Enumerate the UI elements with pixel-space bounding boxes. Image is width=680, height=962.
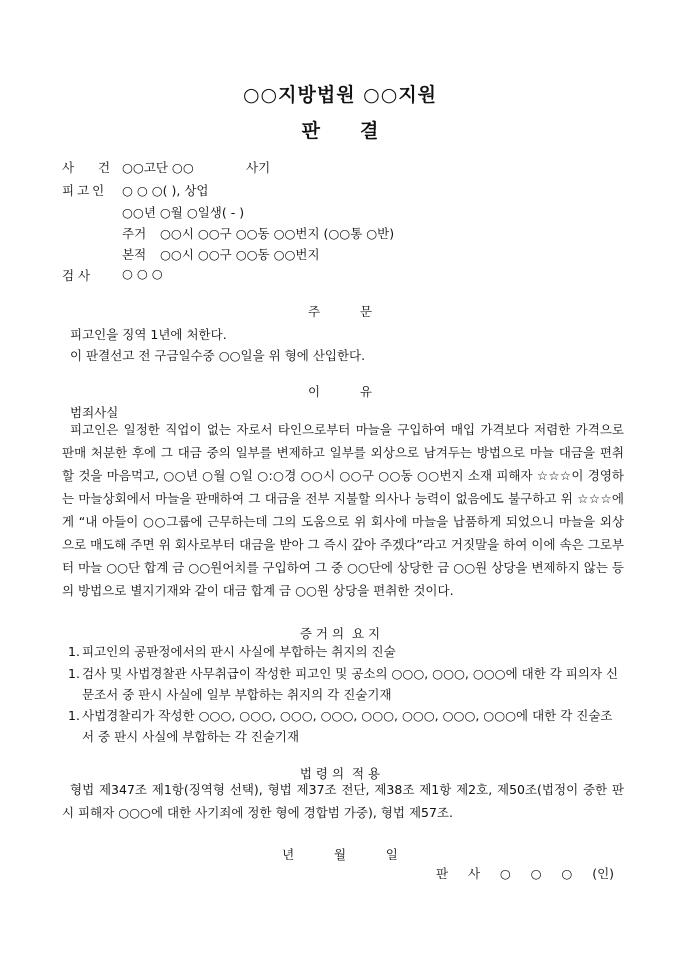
case-name: 사기 [246, 160, 271, 175]
judgment-date: 년 월 일 [282, 847, 398, 862]
defendant-name: ○ ○ ○( ), 상업 [122, 183, 209, 198]
order-line-2: 이 판결선고 전 구금일수중 ○○일을 위 형에 산입한다. [70, 348, 366, 363]
case-label: 사 건 [62, 160, 121, 175]
crime-facts-heading: 범죄사실 [70, 405, 119, 420]
crime-facts-body: 피고인은 일정한 직업이 없는 자로서 타인으로부터 마늘을 구입하여 매입 가격보다 저렴한 가격으로 판매 처분한 후에 그 대금 중의 일부를 변제하고 일부를 외상으로 남겨두는 방법으로 마늘 대금을 편취할 것을 마음먹고, ○○년 ○월 ○일 ○:○경 ○○시 ○○구 ○○동 ○○번지 소재 피해자 ☆☆☆이 경영하는 마늘상회에서 마늘을 판매하여 그 대금을 전부 지불할 의사나 능력이 없음에도 불구하고 위 ☆☆☆에게 “내 아들이 ○○그룹에 근무하는데 그의 도움으로 위 회사에 마늘을 납품하게 되었으니 마늘을 외상으로 매도해 주면 위 회사로부터 대금을 받아 그 즉시 갚아 주겠다”라고 거짓말을 하여 이에 속은 그로부터 마늘 ○○단 합계 금 ○○원어치를 구입하여 그 중 ○○단에 상당한 금 ○○원 상당을 변제하지 않는 등의 방법으로 별지기재와 같이 대금 합계 금 ○○원 상당을 편취한 것이다. [62, 422, 624, 598]
prosecutor-name: ○ ○ ○ [122, 266, 163, 281]
evidence-item-number: 1. [68, 666, 80, 681]
evidence-item [68, 641, 624, 662]
evidence-heading: 증 거 의 요 지 [299, 626, 381, 641]
evidence-item-text: 검사 및 사법경찰관 사무취급이 작성한 피고인 및 공소의 ○○○, ○○○, ○○○에 대한 각 피의자 신문조서 중 판시 사실에 일부 부합하는 취지의 각 진술기재 [82, 666, 619, 702]
domicile-label: 본적 [122, 247, 147, 262]
evidence-item [68, 663, 624, 705]
court-name: ○○지방법원 ○○지원 [242, 84, 438, 106]
order-heading: 주 문 [308, 304, 372, 319]
order-line-1: 피고인을 징역 1년에 처한다. [70, 327, 227, 342]
evidence-item-number: 1. [68, 644, 80, 659]
reasons-heading: 이 유 [308, 384, 372, 399]
judge-signature: 판 사 ○ ○ ○ (인) [436, 866, 615, 881]
document-type-title: 판결 [301, 120, 419, 142]
evidence-item-text: 사법경찰리가 작성한 ○○○, ○○○, ○○○, ○○○, ○○○, ○○○, ○○○, ○○○에 대한 각 진술조서 중 판시 사실에 부합하는 각 진술기재 [82, 708, 613, 744]
evidence-item [68, 705, 624, 747]
law-heading: 법 령 의 적 용 [299, 766, 381, 781]
prosecutor-label: 검 사 [62, 268, 91, 283]
evidence-item-number: 1. [68, 708, 80, 723]
address-label: 주거 [122, 226, 147, 241]
defendant-label: 피고인 [62, 183, 108, 198]
law-body: 형법 제347조 제1항(징역형 선택), 형법 제37조 전단, 제38조 제1항 제2호, 제50조(법정이 중한 판시 피해자 ○○○에 대한 사기죄에 정한 형에 경합범 가중), 형법 제57조. [62, 782, 624, 820]
evidence-item-text: 피고인의 공판정에서의 판시 사실에 부합하는 취지의 진술 [82, 644, 396, 659]
domicile-value: ○○시 ○○구 ○○동 ○○번지 [160, 247, 320, 262]
address-value: ○○시 ○○구 ○○동 ○○번지 (○○통 ○반) [160, 226, 395, 241]
case-number: ○○고단 ○○ [122, 160, 194, 175]
defendant-birth: ○○년 ○월 ○일생( - ) [122, 205, 245, 220]
